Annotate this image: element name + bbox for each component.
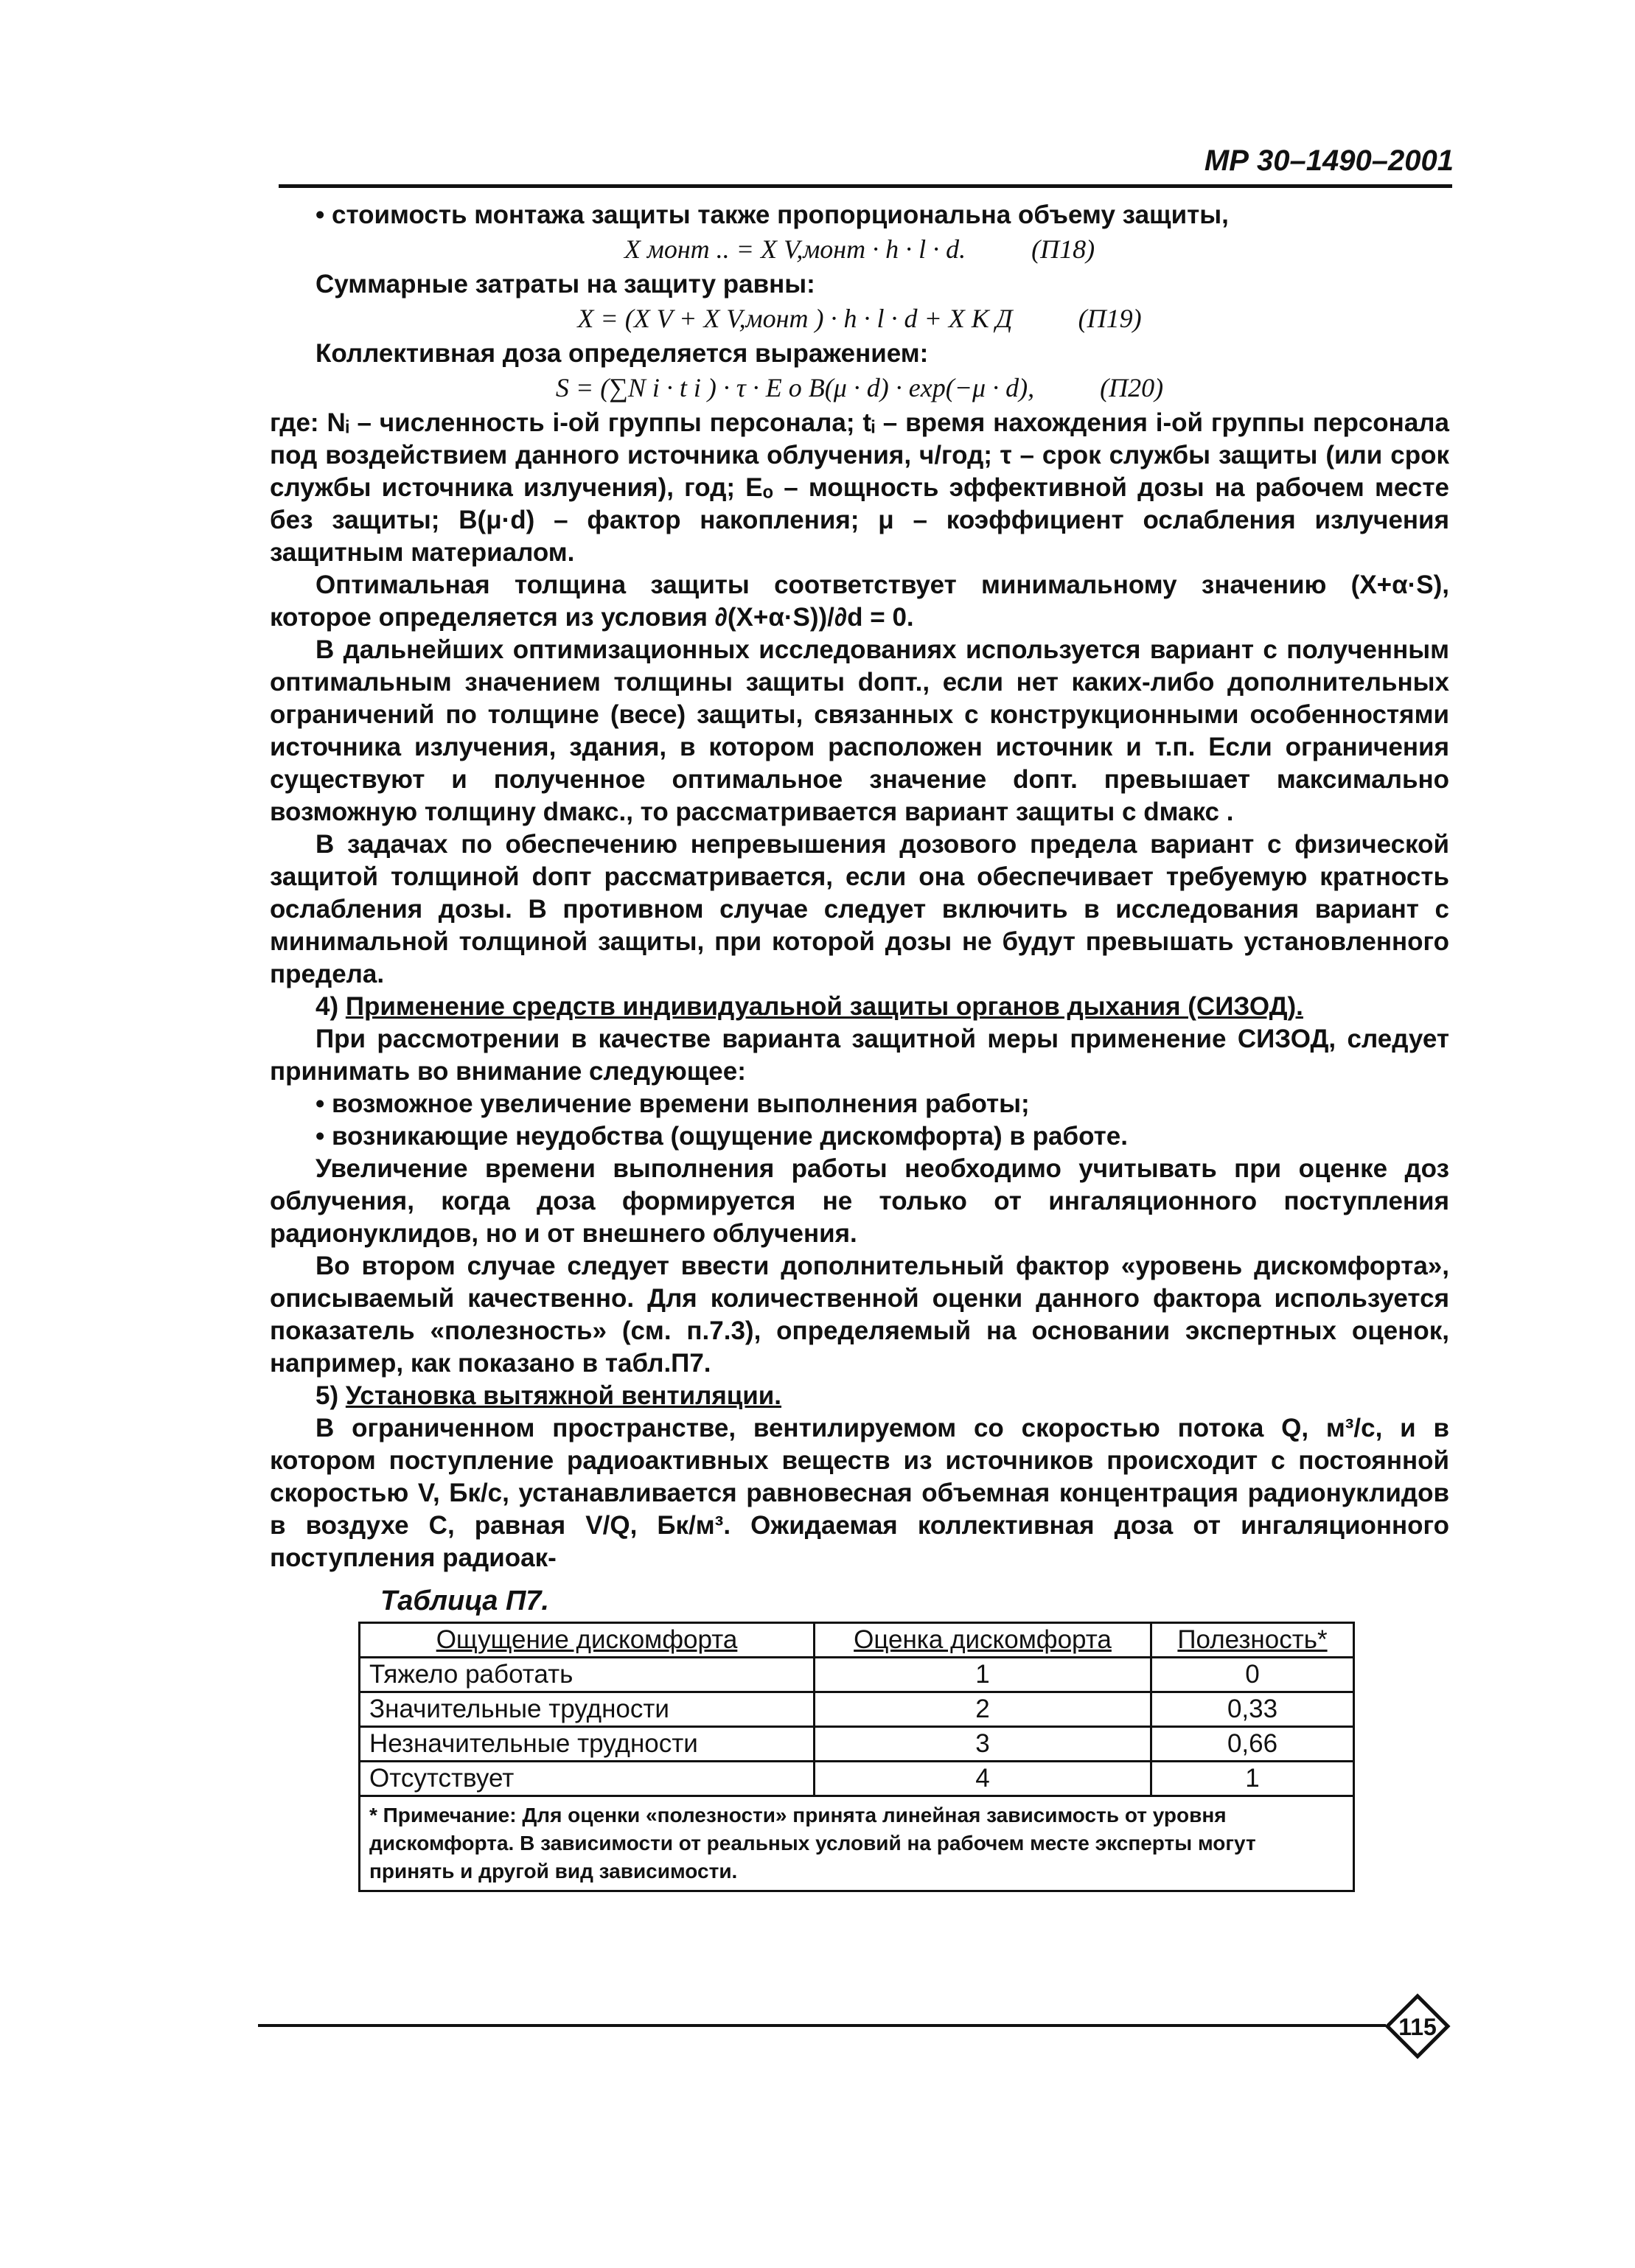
cell-score: 3: [815, 1727, 1151, 1762]
bullet-mount: • стоимость монтажа защиты также пропорциональна объему защиты,: [316, 200, 1229, 229]
formula-p18: [270, 233, 1449, 265]
cell-discomfort: Значительные трудности: [360, 1692, 815, 1727]
document-code: МР 30–1490–2001: [1204, 144, 1454, 177]
page-number-badge: [1384, 1993, 1451, 2059]
cell-utility: 0,33: [1151, 1692, 1354, 1727]
header-rule: [279, 184, 1452, 188]
siz-bullet-2: • возникающие неудобства (ощущение дискомфорта) в работе.: [316, 1122, 1128, 1151]
formula-p19: [270, 302, 1449, 335]
cell-score: 2: [815, 1692, 1151, 1727]
cell-utility: 0,66: [1151, 1727, 1354, 1762]
ventilation-paragraph: В ограниченном пространстве, вентилируемом со скоростью потока Q, м³/с, и в котором поступление радиоактивных веществ из источников происходит с постоянной скоростью V, Бк/с, устанавливается равновесная объемная концентрация радионуклидов в воздухе C, равная V/Q, Бк/м³. Ожидаемая коллективная доза от ингаляционного поступления радиоак-: [270, 1414, 1449, 1572]
item5-heading: [270, 1380, 1449, 1412]
cell-discomfort: Незначительные трудности: [360, 1727, 815, 1762]
table-caption: Таблица П7.: [380, 1585, 549, 1616]
table-row: [360, 1658, 1354, 1692]
cell-discomfort: Отсутствует: [360, 1762, 815, 1796]
coll-dose-text: Коллективная доза определяется выражением:: [316, 339, 929, 368]
item4-number: 4): [316, 992, 346, 1021]
cell-utility: 0: [1151, 1658, 1354, 1692]
formula-p19-expr: X = (X V + X V,монт ) · h · l · d + X К Д: [577, 304, 1013, 333]
tasks-paragraph: В задачах по обеспечению непревышения дозового предела вариант с физической защитой толщиной dопт рассматривается, если она обеспечивает требуемую кратность ослабления дозы. В противном случае следует включить в исследования вариант с минимальной толщиной защиты, при которой дозы не будут превышать установленного предела.: [270, 830, 1449, 988]
further-paragraph: В дальнейших оптимизационных исследованиях используется вариант с полученным оптимальным значением толщины защиты dопт., если нет каких-либо дополнительных ограничений по толщине (весе) защиты, связанных с конструкционными особенностями источника излучения, здания, в котором расположен источник и т.п. Если ограничения существуют и полученное оптимальное значение dопт. превышает максимально возможную толщину dмакс., то рассматривается вариант защиты с dмакс .: [270, 635, 1449, 826]
second-case-paragraph: Во втором случае следует ввести дополнительный фактор «уровень дискомфорта», описываемый качественно. Для количественной оценки данного фактора используется показатель «полезность» (см. п.7.3), определяемый на основании экспертных оценок, например, как показано в табл.П7.: [270, 1252, 1449, 1378]
item5-number: 5): [316, 1381, 346, 1410]
table-note: * Примечание: Для оценки «полезности» принята линейная зависимость от уровня дискомфорта. В зависимости от реальных условий на рабочем месте эксперты могут принять и другой вид зависимости.: [360, 1796, 1354, 1891]
formula-p20: [270, 371, 1449, 404]
col-header-discomfort: Ощущение дискомфорта: [360, 1623, 815, 1658]
sum-costs-text: Суммарные затраты на защиту равны:: [316, 270, 815, 299]
item5-title: Установка вытяжной вентиляции.: [345, 1381, 782, 1410]
table-row: [360, 1692, 1354, 1727]
where-paragraph: где: Nᵢ – численность i-ой группы персонала; tᵢ – время нахождения i-ой группы персонала под воздействием данного источника облучения, ч/год; τ – срок службы защиты (или срок службы источника излучения), год; Eₒ – мощность эффективной дозы на рабочем месте без защиты; B(μ·d) – фактор накопления; μ – коэффициент ослабления излучения защитным материалом.: [270, 408, 1449, 567]
page-number: 115: [1398, 2014, 1437, 2040]
formula-p19-tag: (П19): [1078, 304, 1142, 333]
cell-score: 4: [815, 1762, 1151, 1796]
cell-utility: 1: [1151, 1762, 1354, 1796]
formula-p20-tag: (П20): [1100, 373, 1164, 402]
table-row: [360, 1727, 1354, 1762]
siz-intro: При рассмотрении в качестве варианта защитной меры применение СИЗОД, следует принимать во внимание следующее:: [270, 1025, 1449, 1086]
col-header-score: Оценка дискомфорта: [815, 1623, 1151, 1658]
col-header-utility: Полезность*: [1151, 1623, 1354, 1658]
time-increase-paragraph: Увеличение времени выполнения работы необходимо учитывать при оценке доз облучения, когда доза формируется не только от ингаляционного поступления радионуклидов, но и от внешнего облучения.: [270, 1154, 1449, 1248]
formula-p18-tag: (П18): [1031, 234, 1095, 264]
formula-p18-expr: X монт .. = X V,монт · h · l · d.: [624, 234, 966, 264]
item4-heading: [270, 991, 1449, 1023]
item4-title: Применение средств индивидуальной защиты органов дыхания (СИЗОД).: [345, 992, 1303, 1021]
cell-discomfort: Тяжело работать: [360, 1658, 815, 1692]
cell-score: 1: [815, 1658, 1151, 1692]
siz-bullet-1: • возможное увеличение времени выполнения работы;: [316, 1089, 1030, 1118]
footer-rule: [258, 2024, 1386, 2027]
table-note-row: [360, 1796, 1354, 1891]
table-header-row: [360, 1623, 1354, 1658]
table-row: [360, 1762, 1354, 1796]
discomfort-table: [358, 1622, 1355, 1892]
optimal-paragraph: Оптимальная толщина защиты соответствует минимальному значению (X+α·S), которое определяется из условия ∂(X+α·S))/∂d = 0.: [270, 571, 1449, 632]
document-body: [270, 199, 1449, 1892]
formula-p20-expr: S = (∑N i · t i ) · τ · E o B(μ · d) · exp(−μ · d),: [555, 373, 1035, 402]
